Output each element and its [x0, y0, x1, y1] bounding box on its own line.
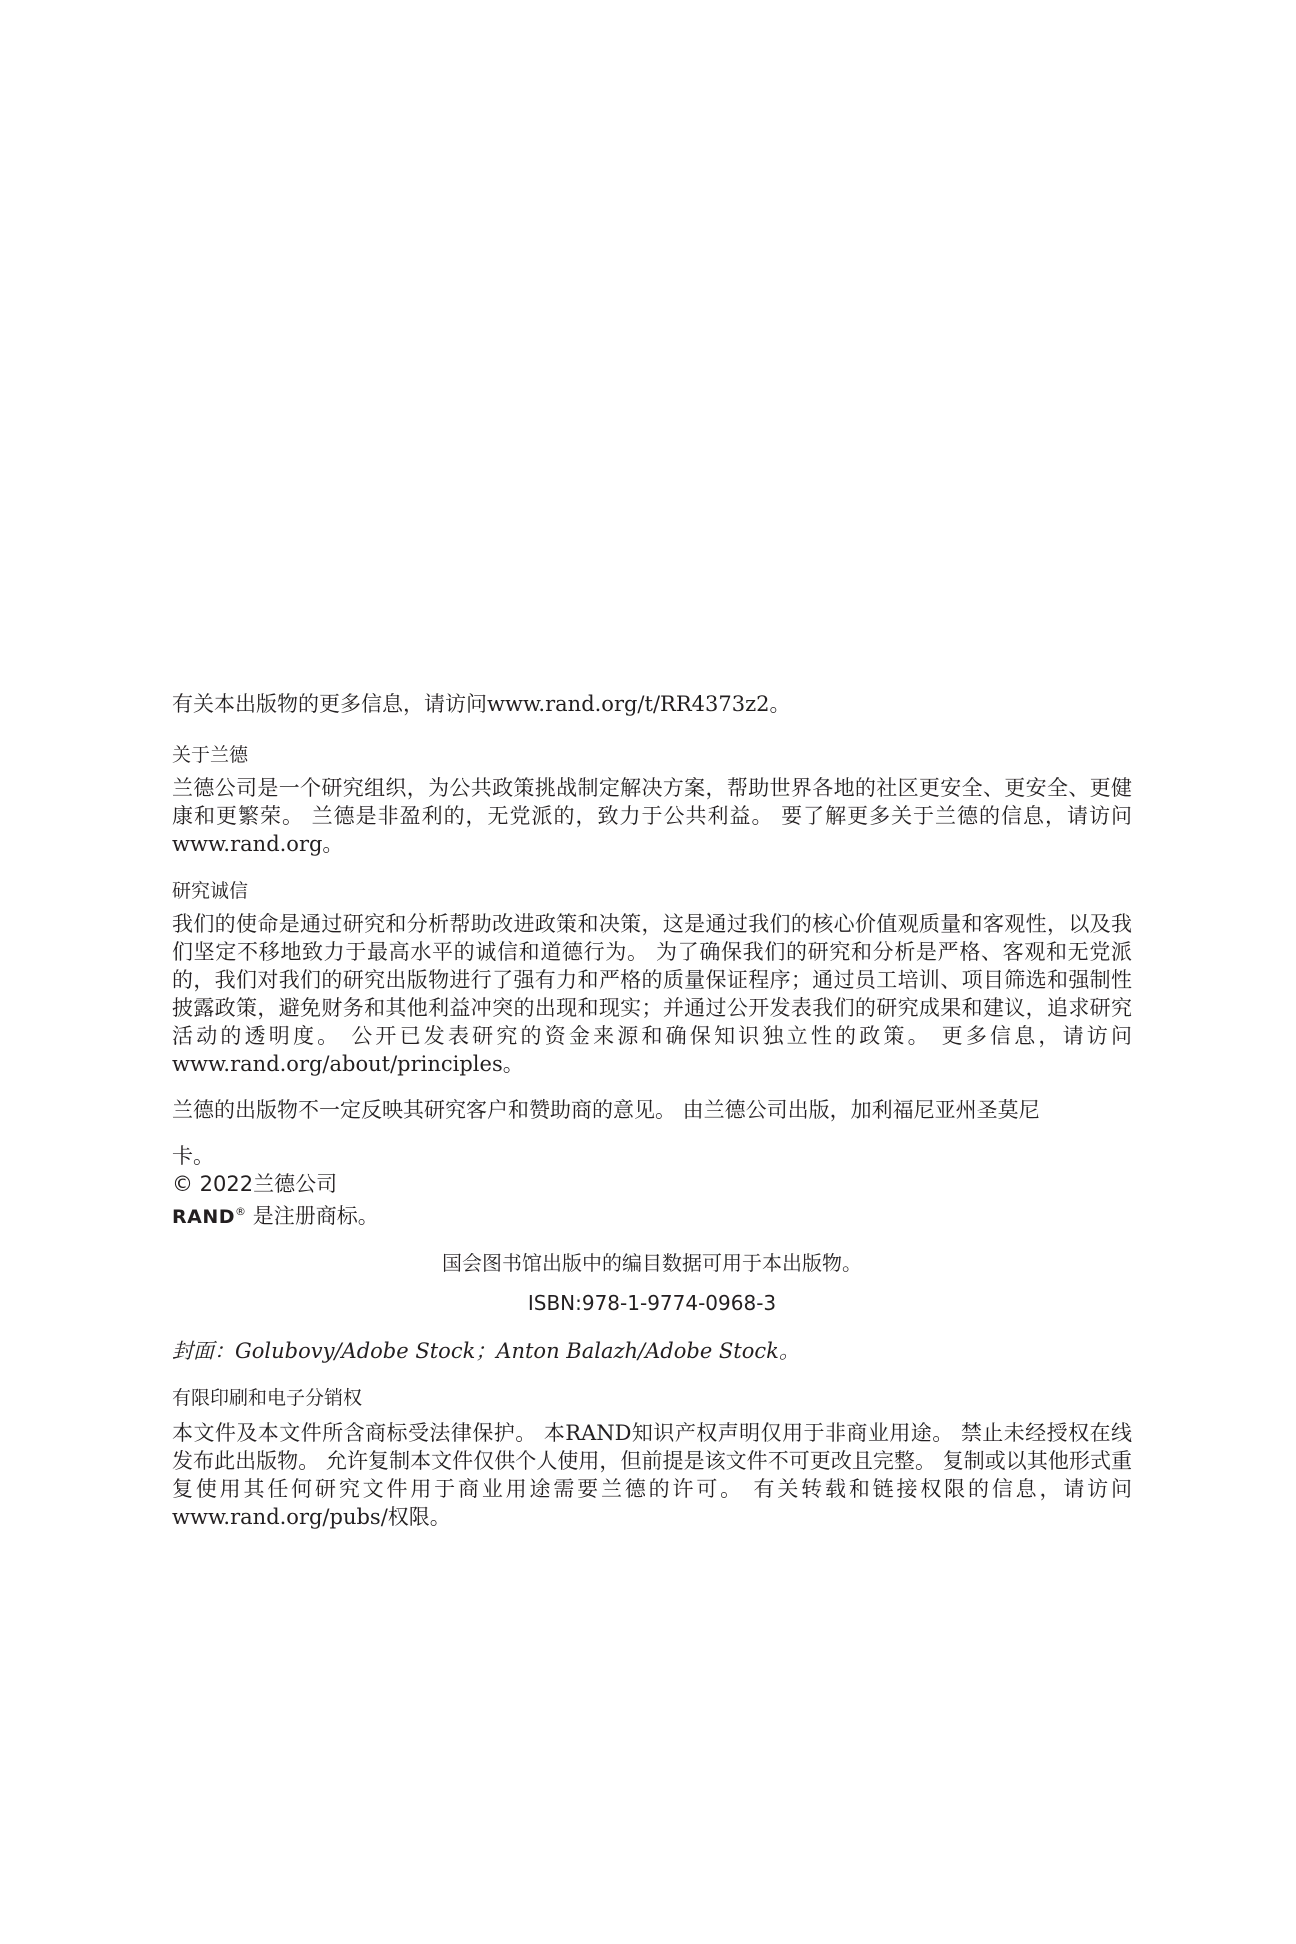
disclaimer-section — [172, 1096, 1132, 1231]
rights-heading: 有限印刷和电子分销权 — [172, 1387, 363, 1409]
integrity-section — [172, 878, 1132, 1078]
rights-body: 本文件及本文件所含商标受法律保护。 本RAND知识产权声明仅用于非商业用途。 禁止未经授权在线发布此出版物。 允许复制本文件仅供个人使用，但前提是该文件不可更改且完整。 复制或以其他形式重复使用其任何研究文件用于商业用途需要兰德的许可。 有关转载和链接权限的信息，请访问www.rand.org/pubs/权限。 — [172, 1421, 1132, 1529]
about-body: 兰德公司是一个研究组织，为公共政策挑战制定解决方案，帮助世界各地的社区更安全、更安全、更健康和更繁荣。 兰德是非盈利的，无党派的，致力于公共利益。 要了解更多关于兰德的信息，请访问www.rand.org。 — [172, 776, 1132, 856]
trademark-text: 是注册商标。 — [246, 1204, 379, 1228]
cover-credit — [172, 1337, 1132, 1365]
publication-info-line: 有关本出版物的更多信息，请访问www.rand.org/t/RR4373z2。 — [172, 692, 791, 716]
trademark-line — [172, 1198, 1132, 1231]
cover-label: 封面： — [172, 1339, 235, 1363]
disclaimer-line: 兰德的出版物不一定反映其研究客户和赞助商的意见。 由兰德公司出版，加利福尼亚州圣莫尼 — [172, 1098, 1040, 1122]
integrity-body: 我们的使命是通过研究和分析帮助改进政策和决策，这是通过我们的核心价值观质量和客观性，以及我们坚定不移地致力于最高水平的诚信和道德行为。 为了确保我们的研究和分析是严格、客观和无党派的，我们对我们的研究出版物进行了强有力和严格的质量保证程序；通过员工培训、项目筛选和强制性披露政策，避免财务和其他利益冲突的出现和现实；并通过公开发表我们的研究成果和建议，追求研究活动的透明度。 公开已发表研究的资金来源和确保知识独立性的政策。 更多信息，请访问www.rand.org/about/principles。 — [172, 912, 1132, 1076]
rights-section — [172, 1385, 1132, 1531]
disclaimer-line-continued: 卡。 — [172, 1144, 214, 1168]
catalog-section — [172, 1249, 1132, 1317]
isbn-line: ISBN:978-1-9774-0968-3 — [527, 1291, 777, 1315]
cover-credit-text: Golubovy/Adobe Stock；Anton Balazh/Adobe Stock。 — [235, 1339, 800, 1363]
copyright-line: © 2022兰德公司 — [172, 1172, 338, 1196]
registered-mark: ® — [235, 1205, 247, 1218]
integrity-heading: 研究诚信 — [172, 880, 249, 902]
catalog-line: 国会图书馆出版中的编目数据可用于本出版物。 — [442, 1251, 862, 1275]
about-section — [172, 742, 1132, 858]
about-heading: 关于兰德 — [172, 744, 249, 766]
copyright-page — [172, 690, 1132, 1531]
rand-logo: RAND — [172, 1206, 236, 1228]
